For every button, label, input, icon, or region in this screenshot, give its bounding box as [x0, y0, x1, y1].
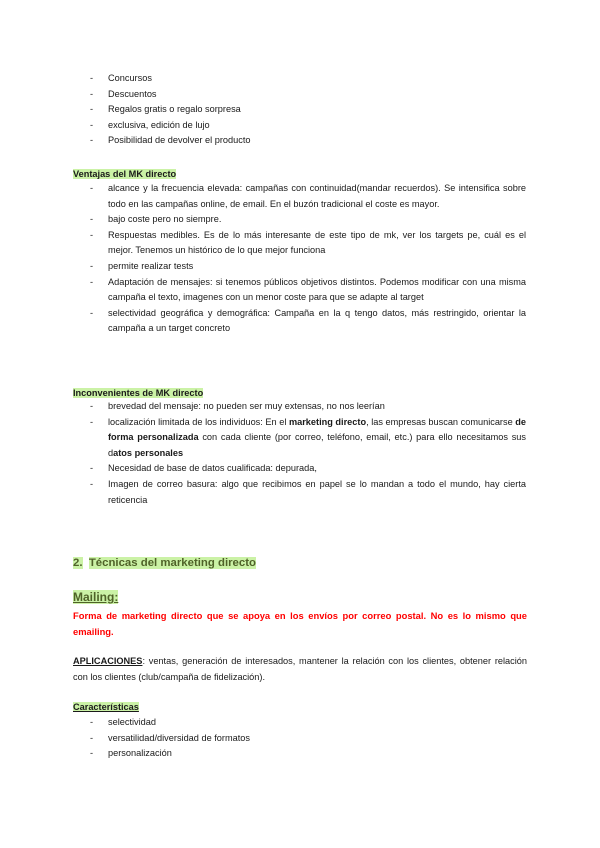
list-item: - Necesidad de base de datos cualificada: depurada,	[108, 461, 526, 477]
list-item: - Imagen de correo basura: algo que recibimos en papel se lo mandan a todo el mundo, hay cierta reticencia	[108, 477, 526, 508]
list-item: - exclusiva, edición de lujo	[108, 118, 526, 134]
list-item: - Adaptación de mensajes: si tenemos públicos objetivos distintos. Podemos modificar con una misma campaña el texto, imagenes con un menor coste para que se adapte al target	[108, 275, 526, 306]
list-item: - selectividad geográfica y demográfica: Campaña en la q tengo datos, más restringido, orientar la campaña a un target concreto	[108, 306, 526, 337]
inconvenientes-list	[108, 399, 526, 508]
section-2-heading: 2. Técnicas del marketing directo	[73, 557, 256, 569]
list-item: - alcance y la frecuencia elevada: campañas con continuidad(mandar recuerdos). Se intensifica sobre todo en las campañas online, de email. En el buzón tradicional el coste es mayor.	[108, 181, 526, 212]
list-item: - Posibilidad de devolver el producto	[108, 133, 526, 149]
list-item: - versatilidad/diversidad de formatos	[108, 731, 526, 747]
ventajas-heading: Ventajas del MK directo	[73, 169, 177, 179]
mailing-heading: Mailing:	[73, 590, 119, 604]
list-item: - bajo coste pero no siempre.	[108, 212, 526, 228]
aplicaciones-paragraph: APLICACIONES: ventas, generación de interesados, mantener la relación con los clientes, obtener relación con los clientes (club/campaña de fidelización).	[73, 656, 527, 682]
list-item: - Regalos gratis o regalo sorpresa	[108, 102, 526, 118]
list-item: - Concursos	[108, 71, 526, 87]
list-item: - localización limitada de los individuos: En el marketing directo, las empresas buscan comunicarse de forma personalizada con cada cliente (por correo, teléfono, email, etc.) para ello necesitamos sus datos personales	[108, 415, 526, 462]
caracteristicas-list	[108, 715, 526, 762]
list-item: - brevedad del mensaje: no pueden ser muy extensas, no nos leerían	[108, 399, 526, 415]
ventajas-list	[108, 181, 526, 337]
list-item: - personalización	[108, 746, 526, 762]
inconvenientes-heading: Inconvenientes de MK directo	[73, 388, 204, 398]
top-bullet-list	[108, 71, 526, 149]
list-item: - selectividad	[108, 715, 526, 731]
caracteristicas-heading: Características	[73, 702, 139, 712]
list-item: - permite realizar tests	[108, 259, 526, 275]
list-item: - Descuentos	[108, 87, 526, 103]
aplicaciones-label: APLICACIONES	[73, 656, 143, 666]
list-item: - Respuestas medibles. Es de lo más interesante de este tipo de mk, ver los targets pe, cuál es el mejor. Tenemos un histórico de lo que mejor funciona	[108, 228, 526, 259]
mailing-definition: Forma de marketing directo que se apoya en los envíos por correo postal. No es lo mismo que emailing.	[73, 610, 527, 637]
